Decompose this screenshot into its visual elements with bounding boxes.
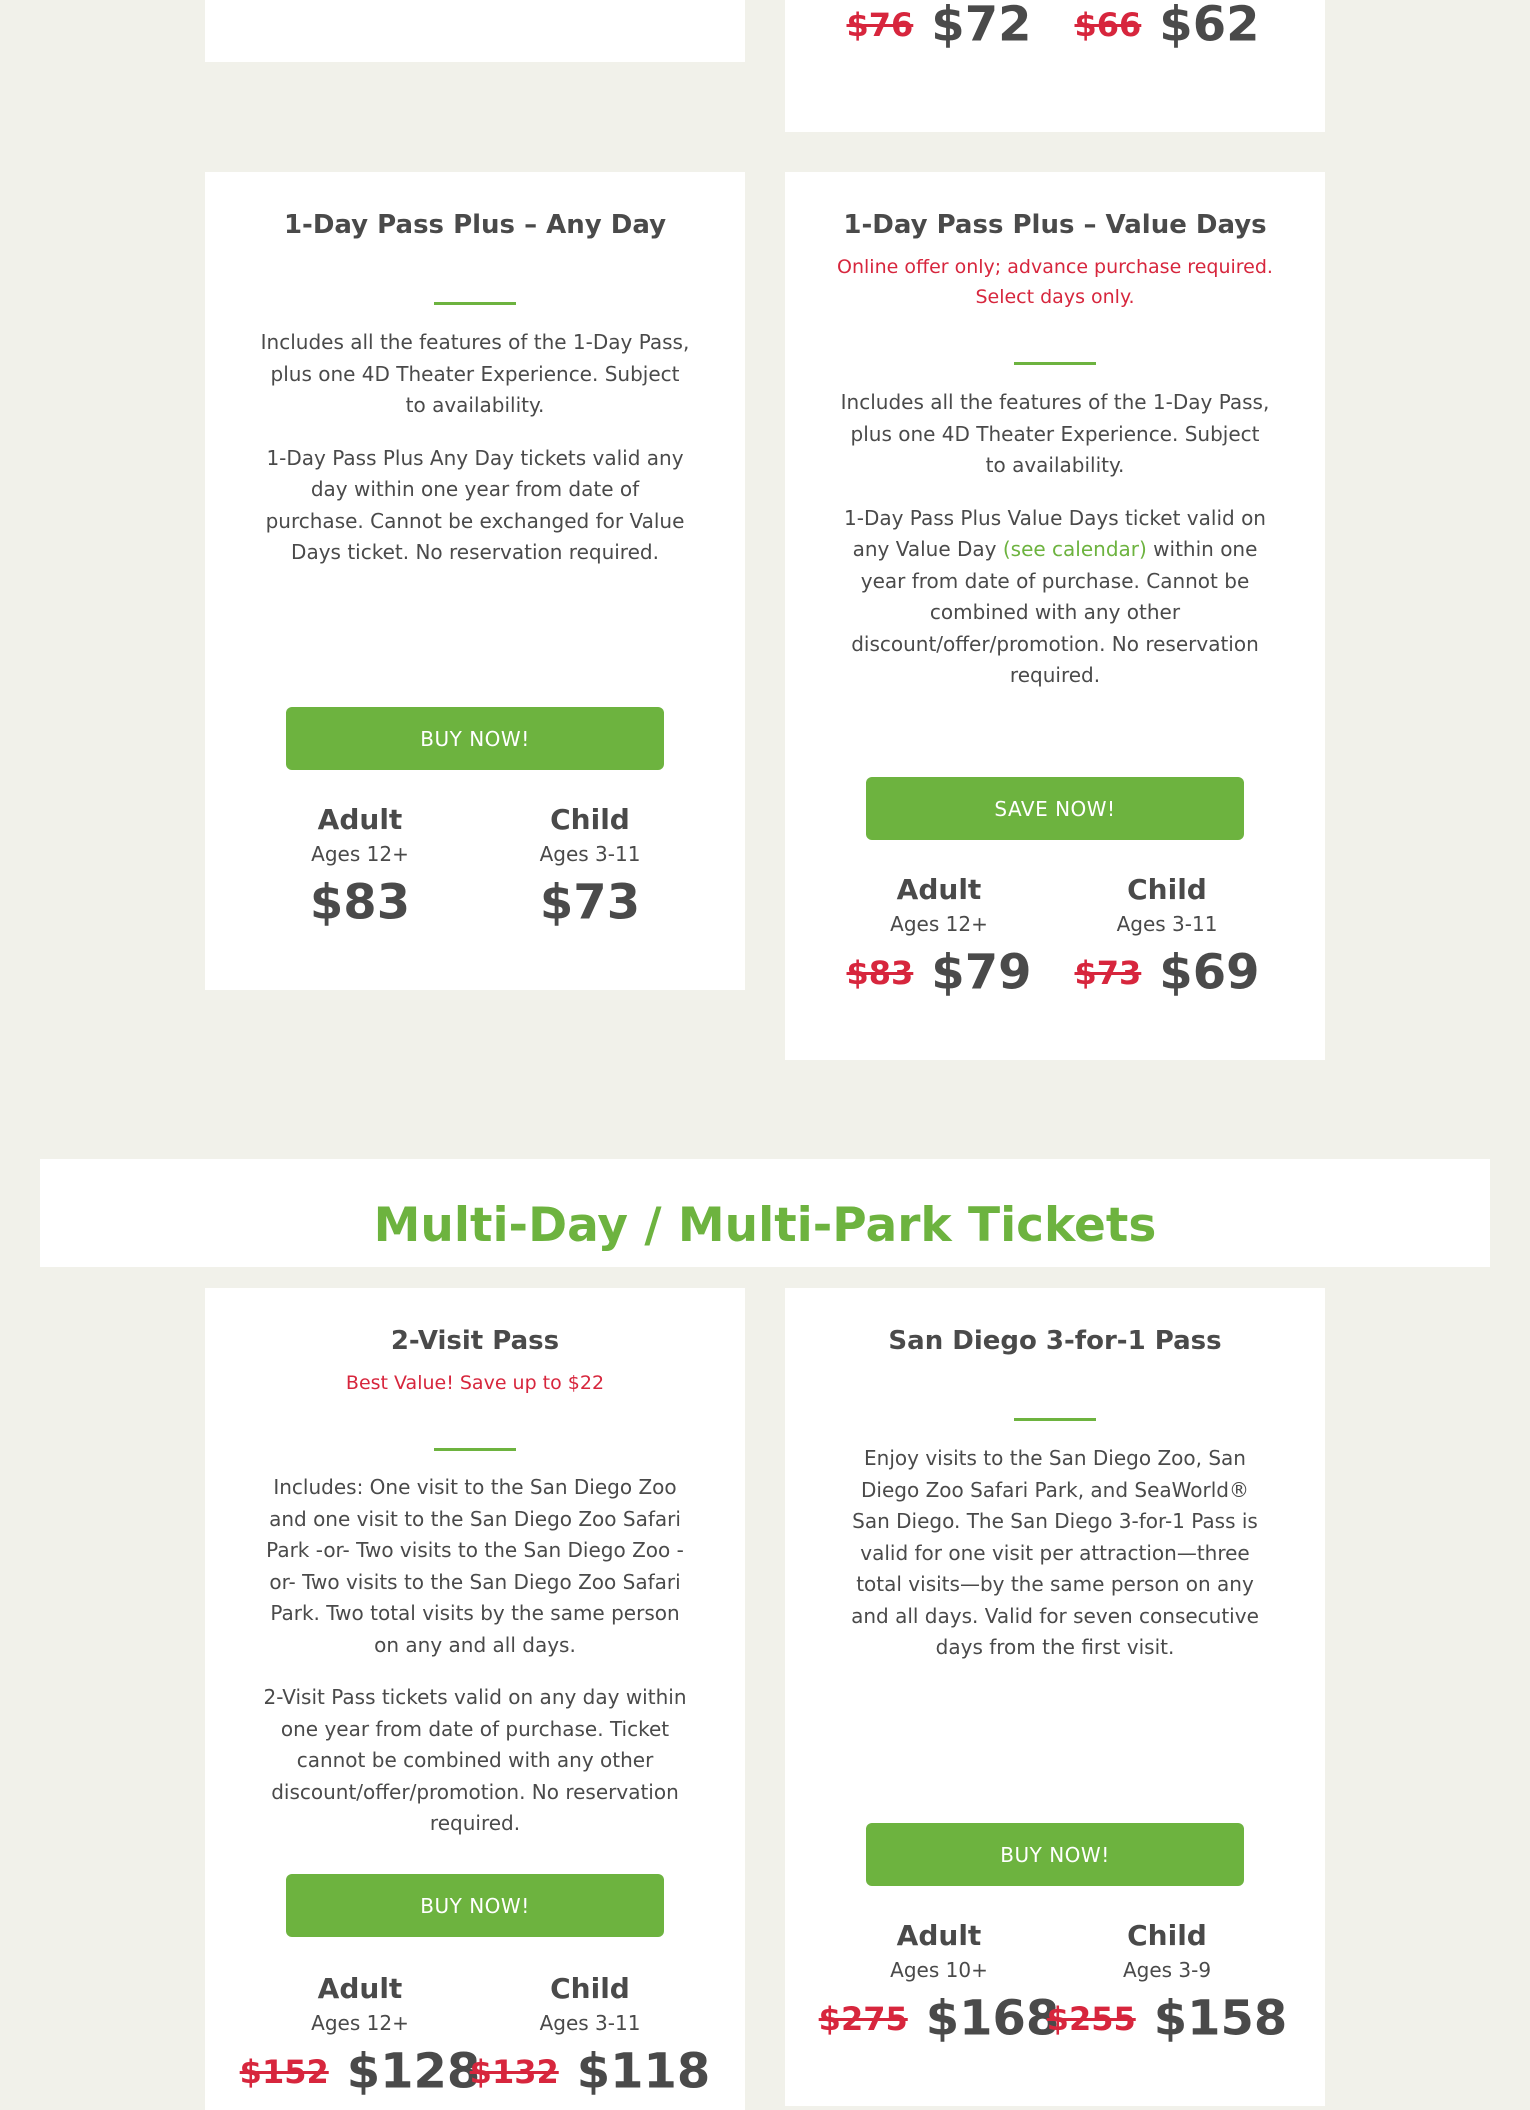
divider xyxy=(1014,362,1096,365)
card-description xyxy=(260,327,690,569)
price-label: Adult xyxy=(896,873,982,906)
original-price: $255 xyxy=(1046,1999,1136,2038)
offer-note: Best Value! Save up to $22 xyxy=(345,1372,605,1394)
ticket-card-three-for-one xyxy=(785,1288,1325,2106)
price-ages: Ages 3-9 xyxy=(1122,1958,1212,1982)
card-description xyxy=(260,1472,690,1840)
buy-now-button[interactable]: BUY NOW! xyxy=(866,1823,1244,1886)
price-ages: Ages 10+ xyxy=(890,1958,988,1982)
price-ages: Ages 3-11 xyxy=(539,842,641,866)
original-price: $132 xyxy=(469,2052,559,2091)
sale-price: $118 xyxy=(576,2043,711,2100)
original-price: $66 xyxy=(1074,5,1142,44)
price-child xyxy=(1017,0,1317,54)
original-price: $275 xyxy=(818,1999,908,2038)
price-label: Adult xyxy=(896,1919,982,1952)
offer-note xyxy=(785,252,1325,312)
price-label: Child xyxy=(1127,873,1207,906)
save-now-button[interactable]: SAVE NOW! xyxy=(866,777,1244,840)
ticket-card-top-right xyxy=(785,0,1325,132)
price-child xyxy=(1017,1918,1317,2048)
price-child xyxy=(440,1971,740,2101)
sale-price: $128 xyxy=(346,2043,481,2100)
section-banner xyxy=(40,1159,1490,1267)
card-description xyxy=(840,387,1270,692)
sale-price: $158 xyxy=(1153,1990,1288,2047)
section-title: Multi-Day / Multi-Park Tickets xyxy=(373,1198,1157,1253)
see-calendar-link[interactable]: (see calendar) xyxy=(1002,537,1147,561)
sale-price: $168 xyxy=(925,1990,1060,2047)
price-ages: Ages 3-11 xyxy=(539,2011,641,2035)
price-label: Child xyxy=(550,803,630,836)
description-features: Includes all the features of the 1-Day Pass, plus one 4D Theater Experience. Subject to availability. xyxy=(260,330,690,417)
description-terms xyxy=(840,503,1270,692)
sale-price: $79 xyxy=(931,944,1032,1001)
divider xyxy=(1014,1418,1096,1421)
card-title: 2-Visit Pass xyxy=(390,1326,560,1356)
card-title: 1-Day Pass Plus – Value Days xyxy=(843,210,1267,240)
ticket-card-top-left xyxy=(205,0,745,62)
original-price: $152 xyxy=(239,2052,329,2091)
card-description xyxy=(840,1443,1270,1664)
divider xyxy=(434,302,516,305)
description-features: Includes: One visit to the San Diego Zoo and one visit to the San Diego Zoo Safari Park -or- Two visits to the San Diego Zoo -or- Two visits to the San Diego Zoo Safari Park. Two total visits by the same person on any and all days. xyxy=(266,1475,684,1657)
price-label: Adult xyxy=(317,1972,403,2005)
price: $83 xyxy=(309,874,411,931)
card-title: 1-Day Pass Plus – Any Day xyxy=(283,210,667,240)
ticket-card-two-visit xyxy=(205,1288,745,2110)
price: $73 xyxy=(539,874,641,931)
price-ages: Ages 3-11 xyxy=(1116,912,1218,936)
sale-price: $69 xyxy=(1159,944,1260,1001)
price-ages: Ages 12+ xyxy=(311,842,409,866)
price-ages: Ages 12+ xyxy=(890,912,988,936)
price-child xyxy=(1017,872,1317,1002)
original-price: $76 xyxy=(846,5,914,44)
description-terms: 1-Day Pass Plus Any Day tickets valid any day within one year from date of purchase. Cannot be exchanged for Value Days ticket. No reservation required. xyxy=(265,445,685,564)
ticket-card-plus-value-days xyxy=(785,172,1325,1060)
price-child xyxy=(440,802,740,932)
price-label: Child xyxy=(550,1972,630,2005)
buy-now-button[interactable]: BUY NOW! xyxy=(286,1874,664,1937)
price-ages: Ages 12+ xyxy=(311,2011,409,2035)
card-title: San Diego 3-for-1 Pass xyxy=(888,1326,1222,1356)
offer-line: Online offer only; advance purchase required. xyxy=(837,256,1273,278)
sale-price: $62 xyxy=(1159,0,1260,53)
description-features: Includes all the features of the 1-Day Pass, plus one 4D Theater Experience. Subject to availability. xyxy=(840,390,1270,477)
price-label: Adult xyxy=(317,803,403,836)
description-features: Enjoy visits to the San Diego Zoo, San Diego Zoo Safari Park, and SeaWorld® San Diego. The San Diego 3-for-1 Pass is valid for one visit per attraction—three total visits—by the same person on any and all days. Valid for seven consecutive days from the first visit. xyxy=(851,1446,1259,1659)
divider xyxy=(434,1448,516,1451)
description-text: within one year from date of purchase. Cannot be combined with any other discount/offer/promotion. No reservation required. xyxy=(851,537,1259,687)
original-price: $83 xyxy=(846,953,914,992)
original-price: $73 xyxy=(1074,953,1142,992)
description-terms: 2-Visit Pass tickets valid on any day within one year from date of purchase. Ticket cannot be combined with any other discount/offer/promotion. No reservation required. xyxy=(263,1685,687,1835)
sale-price: $72 xyxy=(931,0,1032,53)
offer-line: Select days only. xyxy=(975,286,1135,308)
price-label: Child xyxy=(1127,1919,1207,1952)
ticket-card-plus-any-day xyxy=(205,172,745,990)
description-text: 1-Day Pass Plus Value Days ticket valid on any Value Day xyxy=(844,505,1266,561)
buy-now-button[interactable]: BUY NOW! xyxy=(286,707,664,770)
